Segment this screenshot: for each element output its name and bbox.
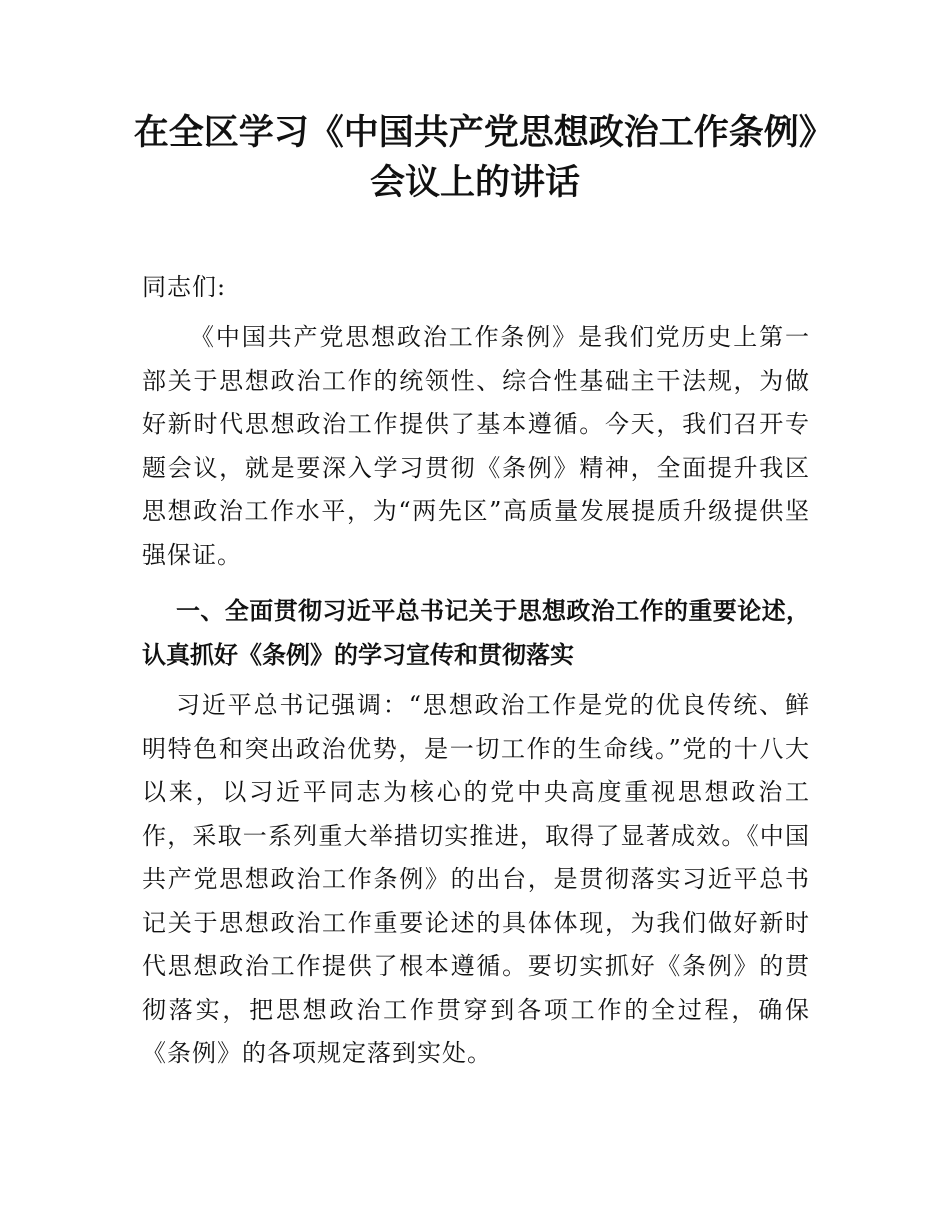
salutation: 同志们: xyxy=(142,273,227,301)
section-heading: 一、全面贯彻习近平总书记关于思想政治工作的重要论述，认真抓好《条例》的学习宣传和贯彻落实 xyxy=(142,597,810,669)
intro-paragraph: 《中国共产党思想政治工作条例》是我们党历史上第一部关于思想政治工作的统领性、综合性基础主干法规，为做好新时代思想政治工作提供了基本遵循。今天，我们召开专题会议，就是要深入学习贯彻《条例》精神，全面提升我区思想政治工作水平，为“两先区”高质量发展提质升级提供坚强保证。 xyxy=(142,323,810,569)
document-title: 在全区学习《中国共产党思想政治工作条例》会议上的讲话 xyxy=(133,112,817,203)
section-paragraph: 习近平总书记强调：“思想政治工作是党的优良传统、鲜明特色和突出政治优势，是一切工作的生命线。”党的十八大以来，以习近平同志为核心的党中央高度重视思想政治工作，采取一系列重大举措切实推进，取得了显著成效。《中国共产党思想政治工作条例》的出台，是贯彻落实习近平总书记关于思想政治工作重要论述的具体体现，为我们做好新时代思想政治工作提供了根本遵循。要切实抓好《条例》的贯彻落实，把思想政治工作贯穿到各项工作的全过程，确保《条例》的各项规定落到实处。 xyxy=(142,691,810,1067)
